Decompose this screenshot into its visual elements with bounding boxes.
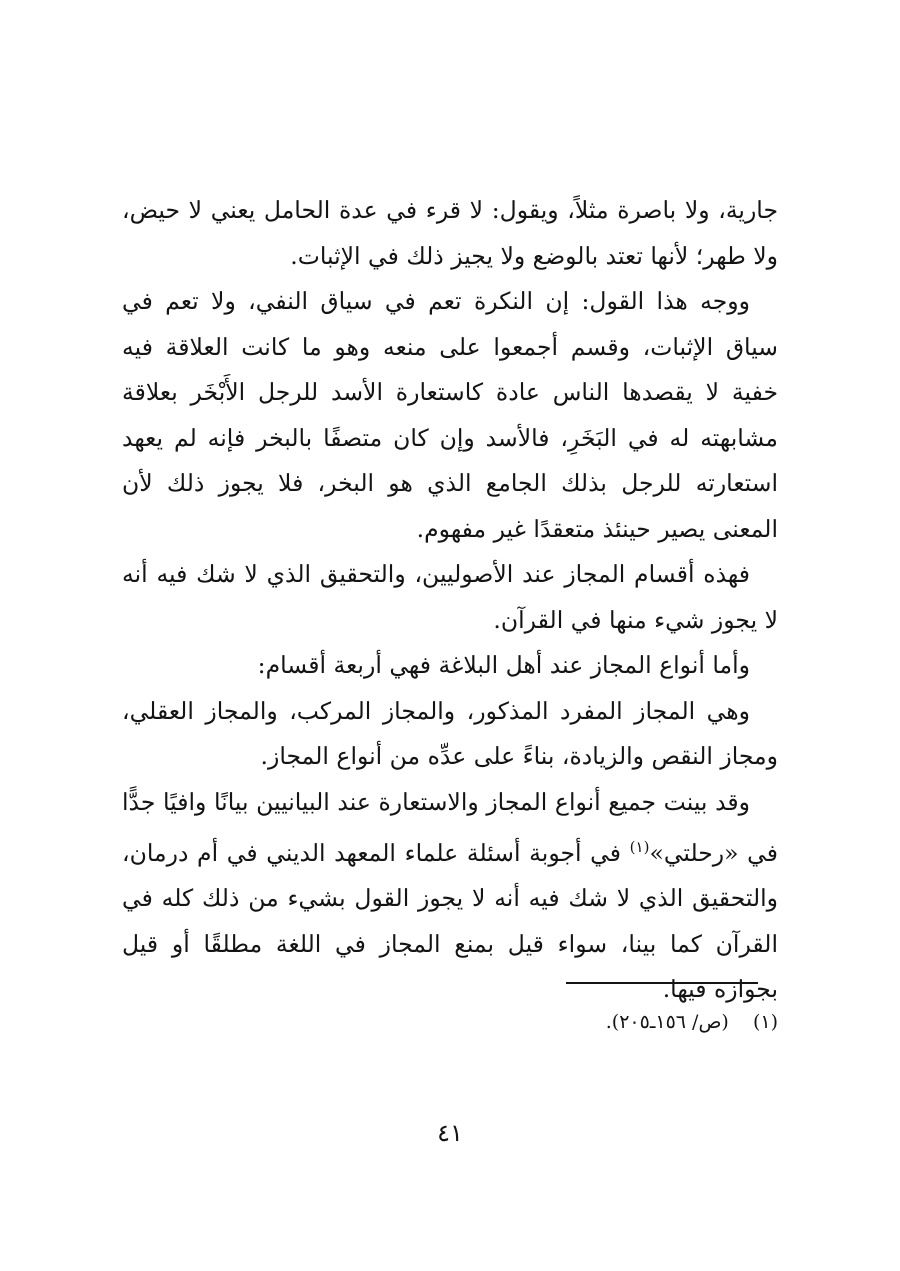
- footnote-divider: [566, 982, 758, 984]
- paragraph-conclusion: [122, 780, 778, 1013]
- page-number: ٤١: [437, 1119, 463, 1147]
- footnote-marker: (١): [752, 1011, 778, 1033]
- paragraph-continued: جارية، ولا باصرة مثلاً، ويقول: لا قرء في عدة الحامل يعني لا حيض، ولا طهر؛ لأنها تعتد بالوضع ولا يجيز ذلك في الإثبات.: [122, 196, 778, 270]
- paragraph-summary: فهذه أقسام المجاز عند الأصوليين، والتحقيق الذي لا شك فيه أنه لا يجوز شيء منها في القرآن.: [122, 560, 778, 634]
- footnote-reference: (١): [629, 838, 650, 856]
- footnote-text: (ص/ ١٥٦ـ٢٠٥).: [605, 1011, 729, 1033]
- conclusion-text-start: وقد بينت جميع أنواع المجاز والاستعارة عند البيانيين بيانًا وافيًا جدًّا في «رحلتي»: [122, 787, 778, 867]
- paragraph-rhetoric-types: وأما أنواع المجاز عند أهل البلاغة فهي أربعة أقسام:: [257, 651, 750, 679]
- body-text: [122, 188, 778, 1013]
- conclusion-text-end: في أجوبة أسئلة علماء المعهد الديني في أم درمان، والتحقيق الذي لا شك فيه أنه لا يجوز القول بشيء من ذلك كله في القرآن كما بينا، سواء قيل بمنع المجاز في اللغة مطلقًا أو قيل بجوازه فيها.: [122, 838, 778, 1004]
- footnote: [460, 1007, 778, 1037]
- paragraph-types-list: وهي المجاز المفرد المذكور، والمجاز المركب، والمجاز العقلي، ومجاز النقص والزيادة، بناءً على عدِّه من أنواع المجاز.: [122, 696, 778, 770]
- paragraph-rationale: ووجه هذا القول: إن النكرة تعم في سياق النفي، ولا تعم في سياق الإثبات، وقسم أجمعوا على منعه وهو ما كانت العلاقة فيه خفية لا يقصدها الناس عادة كاستعارة الأسد للرجل الأَبْخَر بعلاقة مشابهته له في البَخَرِ، فالأسد وإن كان متصفًا بالبخر فإنه لم يعهد استعارته للرجل بذلك الجامع الذي هو البخر، فلا يجوز ذلك لأن المعنى يصير حينئذ متعقدًا غير مفهوم.: [122, 287, 778, 543]
